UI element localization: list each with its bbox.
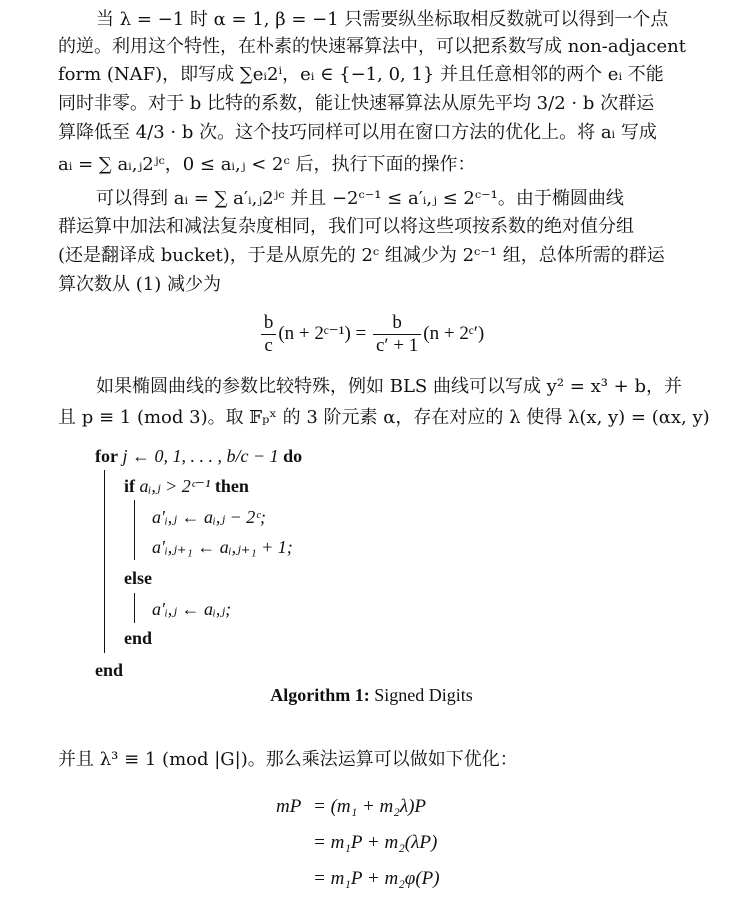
algo-end-inner: [124, 625, 152, 651]
fraction-b-over-c: [261, 312, 277, 357]
stmt-carry-text: a′ᵢ,ⱼ₊₁ ← aᵢ,ⱼ₊₁ + 1;: [152, 537, 293, 557]
paragraph-1-line-5: 算降低至 4/3 · b 次。这个技巧同样可以用在窗口方法的优化上。将 aᵢ 写成: [58, 122, 657, 143]
equation-row-3: [313, 864, 440, 894]
equation-left-rest: (n + 2ᶜ⁻¹) =: [278, 322, 367, 344]
paragraph-1-line-2: 的逆。利用这个特性，在朴素的快速幂算法中，可以把系数写成 non-adjacent: [58, 36, 686, 57]
keyword-end-inner: end: [124, 628, 153, 648]
paragraph-3-line-1: 如果椭圆曲线的参数比较特殊，例如 BLS 曲线可以写成 y² = x³ + b，并: [96, 376, 682, 397]
algorithm-caption: [0, 681, 743, 709]
paragraph-3-line-2: 且 p ≡ 1 (mod 3)。取 𝔽ₚˣ 的 3 阶元素 α，存在对应的 λ 使得 λ(x, y) = (αx, y): [58, 407, 710, 428]
algo-for-line: [95, 443, 302, 469]
paragraph-2-line-3: (还是翻译成 bucket)，于是从原先的 2ᶜ 组减少为 2ᶜ⁻¹ 组，总体所需的群运: [58, 245, 665, 266]
keyword-end-outer: end: [95, 660, 124, 680]
algo-else-line: [124, 565, 152, 591]
fraction-b-over-cprime: [373, 312, 421, 357]
caption-label: Algorithm 1:: [270, 685, 370, 705]
algo-stmt-subtract: [152, 504, 266, 530]
paragraph-1-line-1: 当 λ = −1 时 α = 1, β = −1 只需要纵坐标取相反数就可以得到一个点: [96, 9, 669, 30]
algo-else-scope-bar: [134, 593, 135, 623]
stmt-copy-text: a′ᵢ,ⱼ ← aᵢ,ⱼ;: [152, 599, 232, 619]
stmt-subtract-text: a′ᵢ,ⱼ ← aᵢ,ⱼ − 2ᶜ;: [152, 507, 267, 527]
lhs-text: mP: [276, 796, 302, 817]
row-1-text: = (m₁ + m₂λ)P: [313, 796, 427, 817]
keyword-if: if: [124, 476, 135, 496]
row-3-text: = m₁P + m₂φ(P): [313, 868, 440, 889]
algo-then-scope-bar: [134, 500, 135, 560]
caption-title: Signed Digits: [374, 685, 473, 705]
paragraph-2-line-2: 群运算中加法和减法复杂度相同，我们可以将这些项按系数的绝对值分组: [58, 216, 634, 237]
fraction-denominator: c′ + 1: [375, 335, 419, 356]
algo-stmt-carry: [152, 534, 293, 560]
algo-stmt-copy: [152, 596, 231, 622]
keyword-then: then: [214, 476, 249, 496]
equation-lhs: [276, 792, 301, 822]
if-condition: aᵢ,ⱼ > 2ᶜ⁻¹: [139, 476, 211, 496]
paragraph-4-line: 并且 λ³ ≡ 1 (mod |G|)。那么乘法运算可以做如下优化：: [58, 749, 518, 770]
equation-row-1: [313, 792, 426, 822]
fraction-numerator: b: [261, 312, 277, 335]
equation-right-rest: (n + 2ᶜ′): [423, 322, 485, 344]
paragraph-1-line-3: form (NAF)，即写成 ∑eᵢ2ⁱ，eᵢ ∈ {−1, 0, 1} 并且任意相邻的两个 eᵢ 不能: [58, 64, 664, 85]
algo-for-scope-bar: [104, 470, 105, 653]
row-2-text: = m₁P + m₂(λP): [313, 832, 438, 853]
fraction-denominator: c: [264, 335, 273, 356]
algo-if-line: [124, 473, 249, 499]
algo-end-outer: [95, 657, 123, 683]
keyword-else: else: [124, 568, 152, 588]
paragraph-2-line-4: 算次数从 (1) 减少为: [58, 274, 221, 295]
paragraph-1-line-4: 同时非零。对于 b 比特的系数，能让快速幂算法从原先平均 3/2 · b 次群运: [58, 93, 655, 114]
equation-row-2: [313, 828, 437, 858]
paragraph-2-line-1: 可以得到 aᵢ = ∑ a′ᵢ,ⱼ2ʲᶜ 并且 −2ᶜ⁻¹ ≤ a′ᵢ,ⱼ ≤ 2ᶜ⁻¹。由于椭圆曲线: [96, 188, 624, 209]
keyword-for: for: [95, 446, 118, 466]
for-condition: j ← 0, 1, . . . , b/c − 1: [122, 446, 279, 466]
fraction-numerator: b: [373, 312, 421, 335]
keyword-do: do: [283, 446, 303, 466]
paragraph-1-line-6: aᵢ = ∑ aᵢ,ⱼ2ʲᶜ，0 ≤ aᵢ,ⱼ < 2ᶜ 后，执行下面的操作：: [58, 154, 476, 175]
equation-complexity: [0, 312, 743, 366]
